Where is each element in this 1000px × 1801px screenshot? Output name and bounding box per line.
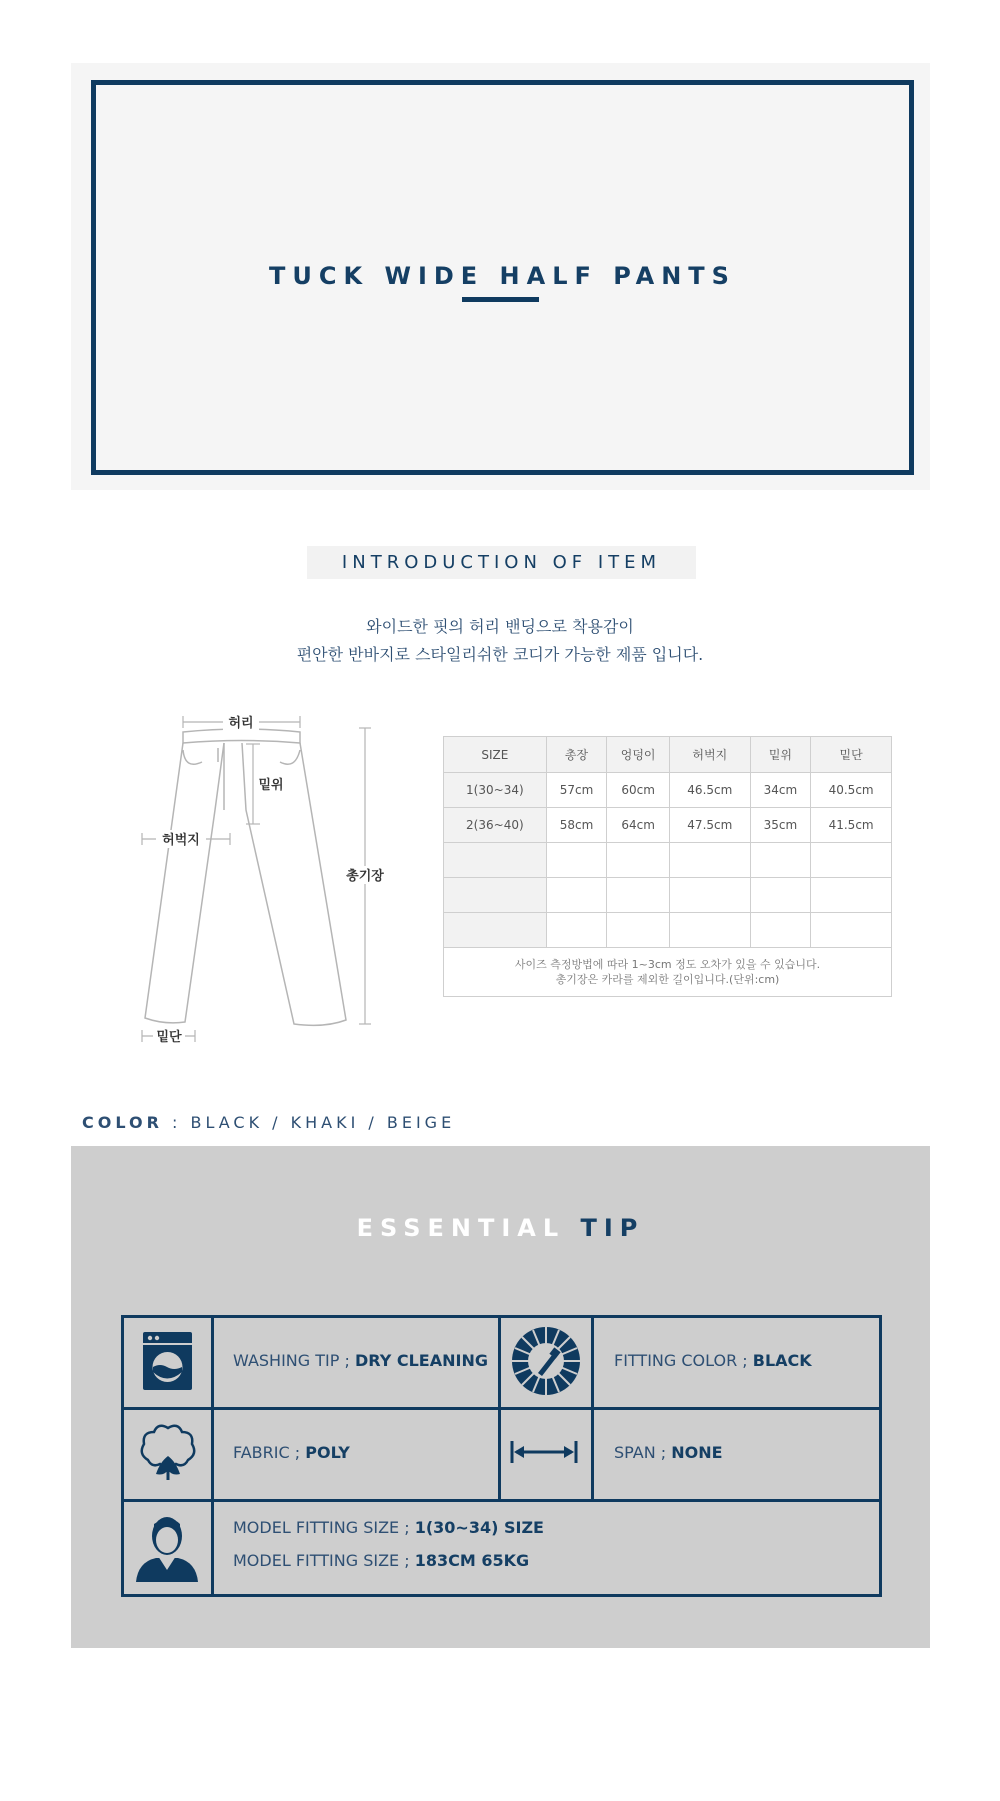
- table-cell: 57cm: [546, 773, 607, 808]
- table-cell-empty: [750, 913, 811, 948]
- header-hem: 밑단: [811, 737, 892, 773]
- color-values: BLACK / KHAKI / BEIGE: [190, 1113, 456, 1132]
- table-cell: 58cm: [546, 808, 607, 843]
- intro-line-2: 편안한 반바지로 스타일리쉬한 코디가 가능한 제품 입니다.: [296, 645, 704, 664]
- table-row-empty: [444, 913, 892, 948]
- fitting-color: [614, 1351, 812, 1370]
- title-underline: [462, 297, 539, 302]
- table-cell: 46.5cm: [669, 773, 750, 808]
- table-cell-empty: [607, 913, 670, 948]
- table-cell-empty: [546, 878, 607, 913]
- table-cell: 1(30~34): [444, 773, 547, 808]
- table-row-empty: [444, 843, 892, 878]
- table-cell-empty: [750, 878, 811, 913]
- note-line-1: 사이즈 측정방법에 따라 1~3cm 정도 오차가 있을 수 있습니다.: [514, 958, 821, 971]
- intro-line-1: 와이드한 핏의 허리 밴딩으로 착용감이: [366, 617, 634, 636]
- table-cell-empty: [607, 878, 670, 913]
- table-cell-empty: [444, 913, 547, 948]
- intro-heading: INTRODUCTION OF ITEM: [341, 552, 662, 573]
- table-row-empty: [444, 878, 892, 913]
- table-cell-empty: [811, 913, 892, 948]
- model-body-value: 183CM 65KG: [414, 1551, 530, 1570]
- model-body-size: [233, 1551, 529, 1570]
- pants-measurement-diagram: [120, 700, 400, 1050]
- washing-machine-icon: [140, 1330, 195, 1392]
- fitting-color-label: FITTING COLOR ;: [614, 1351, 748, 1370]
- grid-divider: [121, 1407, 882, 1410]
- grid-divider: [121, 1499, 882, 1502]
- product-title: TUCK WIDE HALF PANTS: [269, 262, 736, 290]
- model-fitting-size: [233, 1518, 544, 1537]
- table-cell: 2(36~40): [444, 808, 547, 843]
- washing-tip-value: DRY CLEANING: [354, 1351, 488, 1370]
- table-header-row: [444, 737, 892, 773]
- label-waist: 허리: [228, 716, 254, 731]
- color-separator: :: [171, 1113, 182, 1132]
- size-table: [443, 736, 892, 997]
- model-person-icon: [130, 1510, 204, 1586]
- fitting-color-value: BLACK: [752, 1351, 812, 1370]
- washing-tip-label: WASHING TIP ;: [233, 1351, 350, 1370]
- span-value: NONE: [671, 1443, 723, 1462]
- model-size-value: 1(30~34) SIZE: [414, 1518, 544, 1537]
- table-cell: 35cm: [750, 808, 811, 843]
- table-cell-empty: [444, 843, 547, 878]
- table-row: [444, 773, 892, 808]
- span-arrow-icon: [510, 1438, 578, 1466]
- fabric: [233, 1443, 350, 1462]
- color-wheel-icon: [510, 1325, 582, 1397]
- model-size-label: MODEL FITTING SIZE ;: [233, 1518, 410, 1537]
- cotton-icon: [136, 1420, 200, 1486]
- table-cell-empty: [546, 843, 607, 878]
- tip-title-light: ESSENTIAL: [356, 1214, 566, 1242]
- label-thigh: 허벅지: [162, 833, 200, 848]
- table-cell: 47.5cm: [669, 808, 750, 843]
- grid-divider: [498, 1315, 501, 1502]
- header-hip: 엉덩이: [607, 737, 670, 773]
- table-cell: 40.5cm: [811, 773, 892, 808]
- tip-title-dark: TIP: [580, 1214, 645, 1242]
- color-options: [82, 1113, 455, 1132]
- table-cell: 60cm: [607, 773, 670, 808]
- washing-tip: [233, 1351, 488, 1370]
- fabric-value: POLY: [305, 1443, 350, 1462]
- table-cell-empty: [607, 843, 670, 878]
- header-total-length: 총장: [546, 737, 607, 773]
- table-cell-empty: [669, 878, 750, 913]
- span-label: SPAN ;: [614, 1443, 667, 1462]
- header-size: SIZE: [444, 737, 547, 773]
- model-body-label: MODEL FITTING SIZE ;: [233, 1551, 410, 1570]
- table-note-row: [444, 948, 892, 997]
- table-cell: 34cm: [750, 773, 811, 808]
- table-cell-empty: [750, 843, 811, 878]
- tip-title: [71, 1214, 930, 1242]
- grid-divider: [591, 1315, 594, 1502]
- fabric-label: FABRIC ;: [233, 1443, 301, 1462]
- label-rise: 밑위: [258, 778, 284, 793]
- label-hem: 밑단: [156, 1030, 182, 1045]
- header-thigh: 허벅지: [669, 737, 750, 773]
- table-cell-empty: [811, 843, 892, 878]
- color-label: COLOR: [82, 1113, 163, 1132]
- table-cell-empty: [669, 843, 750, 878]
- table-cell: 41.5cm: [811, 808, 892, 843]
- note-line-2: 총기장은 카라를 제외한 길이입니다.(단위:cm): [555, 973, 780, 986]
- table-cell: 64cm: [607, 808, 670, 843]
- header-rise: 밑위: [750, 737, 811, 773]
- grid-divider: [211, 1315, 214, 1597]
- table-row: [444, 808, 892, 843]
- table-cell-empty: [546, 913, 607, 948]
- label-length: 총기장: [346, 869, 384, 884]
- table-cell-empty: [669, 913, 750, 948]
- table-cell-empty: [811, 878, 892, 913]
- table-cell-empty: [444, 878, 547, 913]
- span: [614, 1443, 723, 1462]
- table-note: [444, 948, 892, 997]
